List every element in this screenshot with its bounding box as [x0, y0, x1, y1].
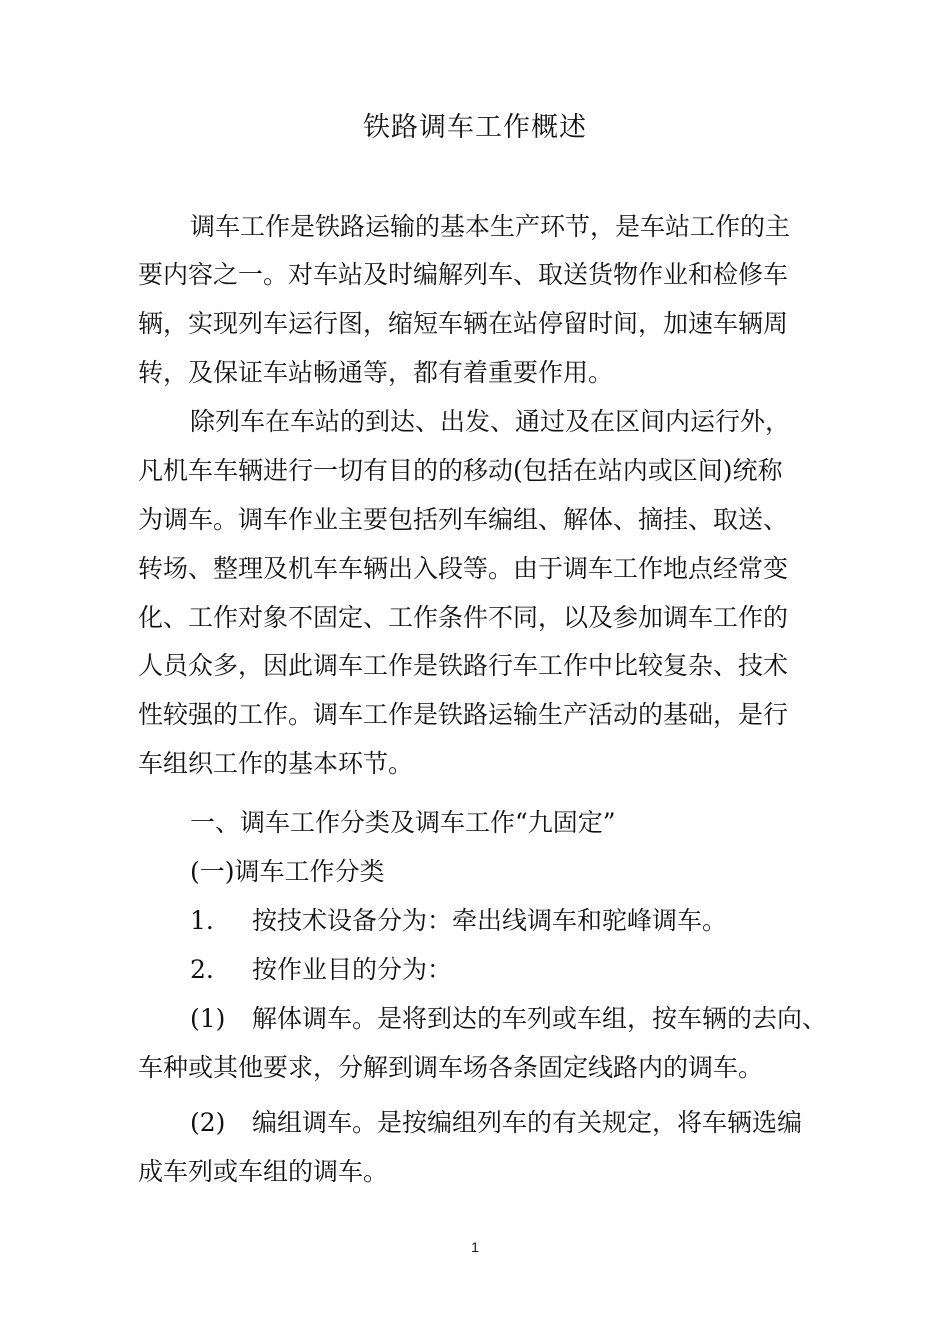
paragraph-line: 凡机车车辆进行一切有目的的移动(包括在站内或区间)统称: [138, 456, 783, 485]
paragraph-line: 为调车。调车作业主要包括列车编组、解体、摘挂、取送、: [138, 505, 789, 534]
paragraph-line: 除列车在车站的到达、出发、通过及在区间内运行外，: [190, 407, 791, 436]
numbered-item: [190, 953, 452, 987]
page-number: 1: [471, 1239, 479, 1255]
paragraph-line: 转，及保证车站畅通等，都有着重要作用。: [138, 358, 614, 387]
numbered-item: [190, 904, 727, 938]
paragraph-line: 车种或其他要求，分解到调车场各条固定线路内的调车。: [138, 1053, 764, 1082]
paragraph-line: 辆，实现列车运行图，缩短车辆在站停留时间，加速车辆周: [138, 309, 789, 338]
numbered-item: [190, 1106, 802, 1140]
paragraph-line: 性较强的工作。调车工作是铁路运输生产活动的基础，是行: [138, 700, 789, 729]
item-text: 按作业目的分为：: [252, 955, 453, 984]
paragraph-line: 调车工作是铁路运输的基本生产环节，是车站工作的主: [190, 212, 791, 241]
paragraph-line: 转场、整理及机车车辆出入段等。由于调车工作地点经常变: [138, 554, 789, 583]
paragraph-line: 化、工作对象不固定、工作条件不同，以及参加调车工作的: [138, 603, 789, 632]
item-number: 1.: [190, 906, 214, 935]
item-text: 按技术设备分为：牵出线调车和驼峰调车。: [252, 906, 728, 935]
numbered-item: [190, 1002, 827, 1036]
paragraph-line: 成车列或车组的调车。: [138, 1157, 389, 1186]
document-title: 铁路调车工作概述: [363, 112, 587, 143]
item-number: 2.: [190, 955, 214, 984]
item-text: 编组调车。是按编组列车的有关规定，将车辆选编: [252, 1108, 803, 1137]
paragraph-line: 要内容之一。对车站及时编解列车、取送货物作业和检修车: [138, 260, 789, 289]
item-number: (2): [190, 1108, 226, 1137]
paragraph-line: 人员众多，因此调车工作是铁路行车工作中比较复杂、技术: [138, 651, 789, 680]
subsection-heading: (一)调车工作分类: [190, 857, 385, 886]
section-heading: 一、调车工作分类及调车工作“九固定”: [190, 808, 616, 837]
item-text: 解体调车。是将到达的车列或车组，按车辆的去向、: [252, 1004, 828, 1033]
item-number: (1): [190, 1004, 226, 1033]
paragraph-line: 车组织工作的基本环节。: [138, 749, 414, 778]
